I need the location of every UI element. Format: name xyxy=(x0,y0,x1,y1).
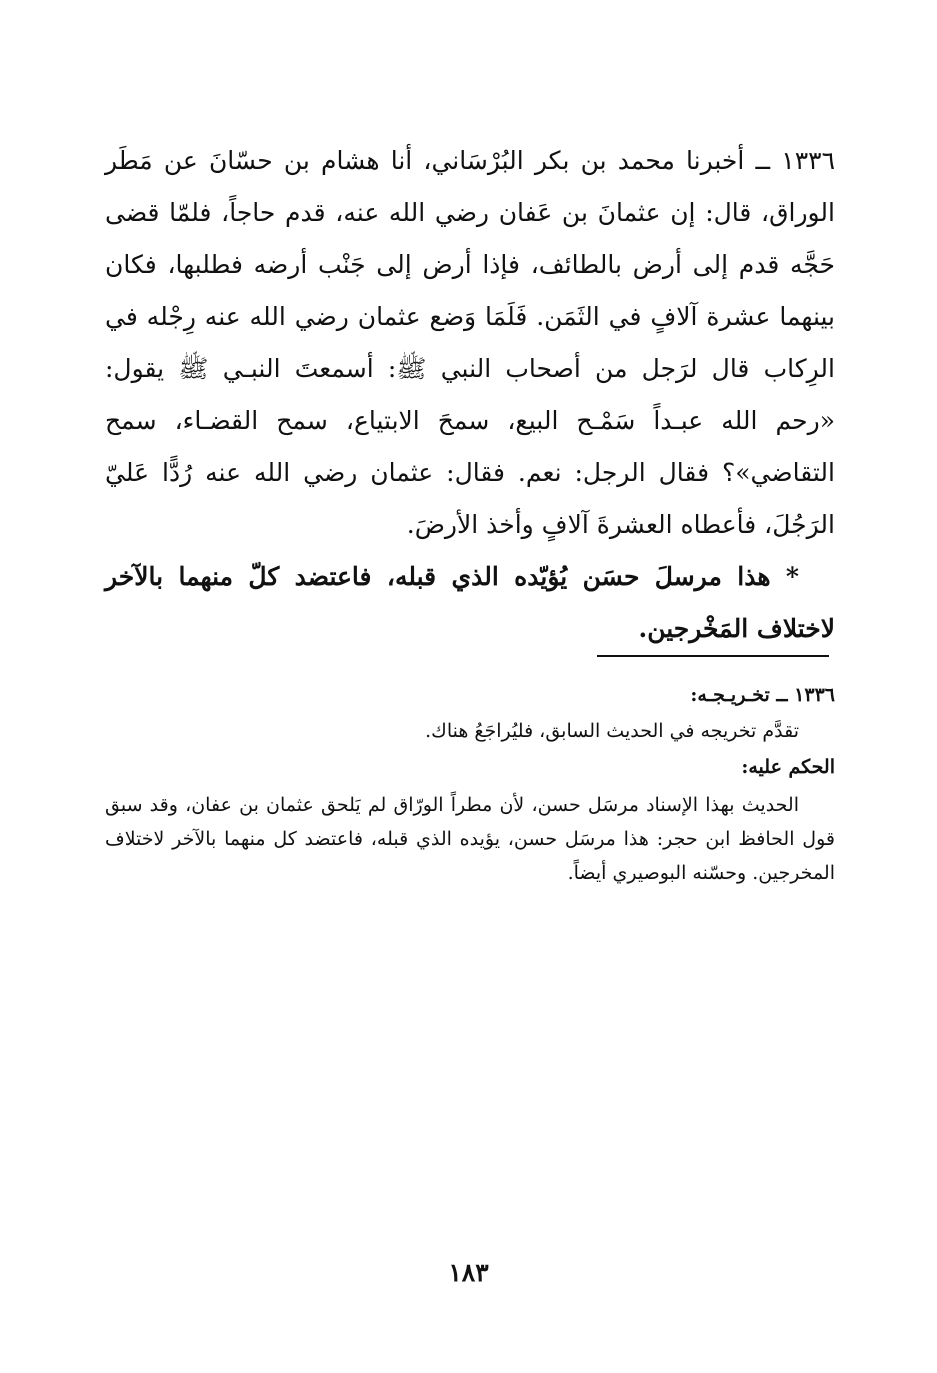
hadith-grading-comment: * هذا مرسلَ حسَن يُؤيّده الذي قبله، فاعتضد كلّ منهما بالآخر لاختلاف المَخْرجين. xyxy=(105,562,835,643)
footnote-ruling-text: الحديث بهذا الإسناد مرسَل حسن، لأن مطراً الورّاق لم يَلحق عثمان بن عفان، وقد سبق قول الحافظ ابن حجر: هذا مرسَل حسن، يؤيده الذي قبله، فاعتضد كل منهما بالآخر لاختلاف المخرجين. وحسّنه البوصيري أيضاً. xyxy=(105,794,835,884)
footnote-takhrij-text: تقدَّم تخريجه في الحديث السابق، فليُراجَعُ هناك. xyxy=(425,720,799,742)
footnotes-block xyxy=(105,678,835,890)
footnote-ruling-label: الحكم عليه: xyxy=(741,756,835,778)
main-text-block xyxy=(105,135,835,655)
footnote-separator-line xyxy=(597,655,829,657)
footnote-heading: ١٣٣٦ ــ تخـريـجـه: xyxy=(690,684,835,706)
hadith-text: ١٣٣٦ ــ أخبرنا محمد بن بكر البُرْسَاني، أنا هشام بن حسّانَ عن مَطَر الوراق، قال: إن عثمانَ بن عَفان رضي الله عنه، قدم حاجاً، فلمّا قضى حَجَّه قدم إلى أرض بالطائف، فإذا أرض إلى جَنْب أرضه فطلبها، فكان بينهما عشرة آلافٍ في الثَمَن. فَلَمَا وَضع عثمان رضي الله عنه رِجْله في الرِكاب قال لرَجل من أصحاب النبي ﷺ: أسمعتَ النبـي ﷺ يقول: «رحم الله عبـداً سَمْـح البيع، سمحَ الابتياع، سمح القضـاء، سمح التقاضي»؟ فقال الرجل: نعم. فقال: عثمان رضي الله عنه رُدًّا عَليّ الرَجُلَ، فأعطاه العشرةَ آلافٍ وأخذ الأرضَ. xyxy=(105,146,835,539)
page-number: ١٨٣ xyxy=(448,1258,489,1287)
